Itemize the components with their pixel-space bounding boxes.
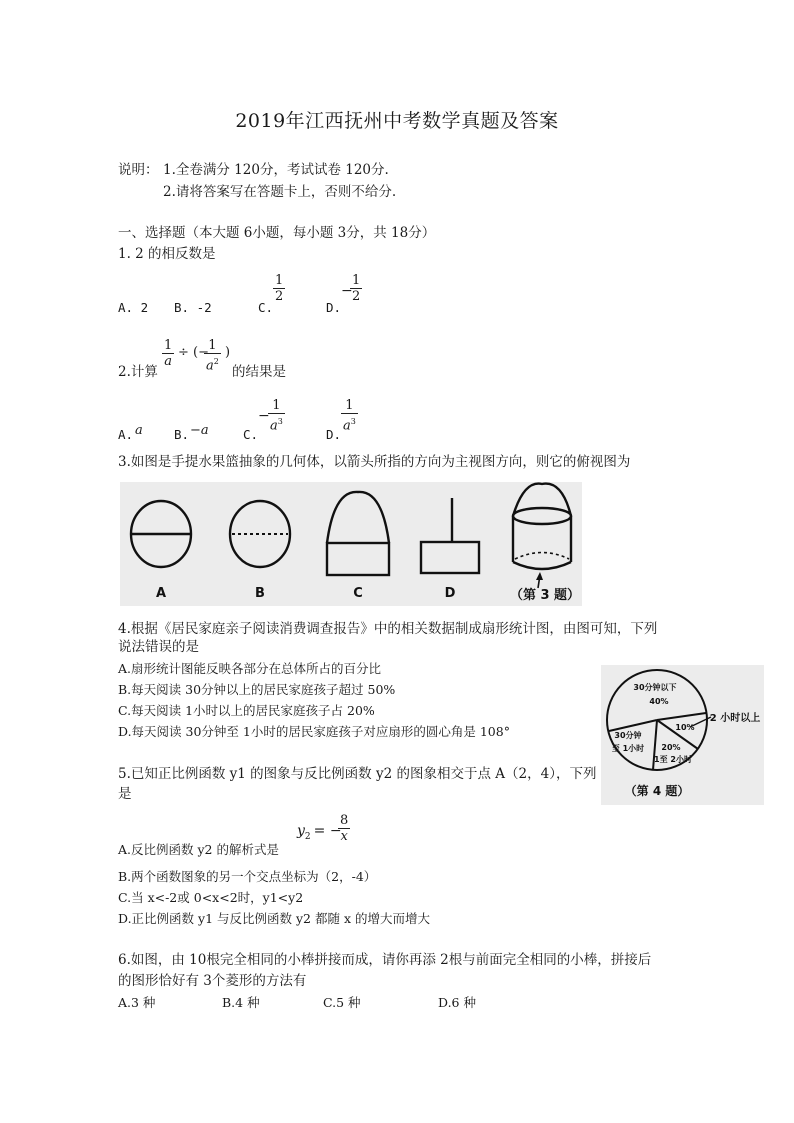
q2-option-d-fraction: $\frac{1}{a^3}$ <box>343 398 356 434</box>
q3-shape-c-arch <box>327 492 389 543</box>
page-title: 2019年江西抚州中考数学真题及答案 <box>235 110 559 132</box>
q2-expr-fraction-2: $\frac{1}{a^2}$ <box>206 338 219 374</box>
q6-option-d: D.6 种 <box>438 995 476 1010</box>
q4-option-c: C.每天阅读 1小时以上的居民家庭孩子占 20% <box>118 703 375 718</box>
q3-shape-d-rect <box>421 542 479 573</box>
q3-stem: 3.如图是手提水果篮抽象的几何体，以箭头所指的方向为主视图方向，则它的俯视图为 <box>118 454 631 470</box>
q4-stem-line-1: 4.根据《居民家庭亲子阅读消费调查报告》中的相关数据制成扇形统计图，由图可知，下列 <box>118 621 658 637</box>
q2-option-c: C. <box>243 427 259 442</box>
q5-option-c: C.当 x<-2或 0<x<2时，y1<y2 <box>118 890 304 905</box>
q2-option-c-fraction: $\frac{1}{a^3}$ <box>270 398 283 434</box>
notes-line-2: 2.请将答案写在答题卡上，否则不给分. <box>163 184 397 200</box>
q4-pie-label-30-60: 30分钟 <box>614 731 642 740</box>
q6-stem-line-1: 6.如图，由 10根完全相同的小棒拼接而成，请你再添 2根与前面完全相同的小棒，拼接后 <box>118 952 652 968</box>
q1-option-d-fraction: $\frac{1}{2}$ <box>352 273 361 304</box>
q2-expr-fraction-1: $\frac{1}{a}$ <box>164 338 173 369</box>
q2-stem-suffix: 的结果是 <box>232 364 286 380</box>
q3-caption: （第 3 题） <box>509 588 581 603</box>
q1-option-a: A. 2 <box>118 300 149 315</box>
q4-pie-label-1-2: 1至 2小时 <box>654 755 692 764</box>
q2-option-c-minus: − <box>258 408 270 424</box>
q4-pie-divider-2 <box>657 713 706 720</box>
q5-option-a: A.反比例函数 y2 的解析式是 <box>118 842 279 857</box>
q3-solid-bottom <box>513 562 571 569</box>
q2-stem-prefix: 2.计算 <box>118 364 158 380</box>
q1-option-c: C. <box>258 300 274 315</box>
q4-pie-svg <box>601 665 764 805</box>
q5-stem-line-1: 5.已知正比例函数 y1 的图象与反比例函数 y2 的图象相交于点 A（2，4），下列 <box>118 766 597 782</box>
q4-pie-callout-label: 2 小时以上 <box>709 713 761 724</box>
q4-pie-pct-over-2: 10% <box>675 723 695 732</box>
q4-pie-label-under-30: 30分钟以下 <box>633 683 677 692</box>
q1-option-c-fraction: $\frac{1}{2}$ <box>275 273 284 304</box>
q3-label-d: D <box>444 586 456 601</box>
q3-solid-bottom-hidden <box>515 553 569 560</box>
q2-expr-close: ) <box>225 345 231 360</box>
q6-option-a: A.3 种 <box>118 995 156 1010</box>
q1-option-d-minus: − <box>341 283 353 299</box>
q3-solid-top <box>513 508 571 524</box>
section-header: 一、选择题（本大题 6小题，每小题 3分，共 18分） <box>118 225 436 241</box>
q2-expr-divide: ÷ (− <box>178 345 209 360</box>
q6-stem-line-2: 的图形恰好有 3个菱形的方法有 <box>118 973 307 989</box>
q4-pie-pct-1-2: 20% <box>661 743 681 752</box>
q4-pie-pct-under-30: 40% <box>649 697 669 706</box>
q1-option-b: B. -2 <box>174 300 212 315</box>
q5-option-b: B.两个函数图象的另一个交点坐标为（2，-4） <box>118 869 377 884</box>
q4-pie-divider-1 <box>609 720 657 731</box>
q3-label-a: A <box>155 586 167 601</box>
q5-option-d: D.正比例函数 y1 与反比例函数 y2 都随 x 的增大而增大 <box>118 911 430 926</box>
q3-arrow-head <box>536 572 543 580</box>
q3-label-c: C <box>353 586 363 601</box>
q3-label-b: B <box>255 586 265 601</box>
q6-option-b: B.4 种 <box>222 995 260 1010</box>
q4-option-a: A.扇形统计图能反映各部分在总体所占的百分比 <box>118 661 382 676</box>
q2-option-a-value: a <box>135 423 143 438</box>
q2-option-b: B. <box>174 427 190 442</box>
q5-option-a-equation: $y_2$ = − <box>297 823 342 842</box>
q5-option-a-fraction: $\frac{8}{x}$ <box>340 813 349 844</box>
q3-figure <box>120 482 582 606</box>
q2-option-a: A. <box>118 427 134 442</box>
q4-option-d: D.每天阅读 30分钟至 1小时的居民家庭孩子对应扇形的圆心角是 108° <box>118 724 510 739</box>
q3-figure-svg <box>120 482 582 606</box>
q3-shape-c-rect <box>327 543 389 575</box>
q6-option-c: C.5 种 <box>323 995 361 1010</box>
notes-line-1: 1.全卷满分 120分，考试试卷 120分. <box>163 162 389 178</box>
q5-stem-line-2: 是 <box>118 786 132 802</box>
q4-pie-caption: （第 4 题） <box>624 784 690 798</box>
q2-option-b-value: −a <box>190 423 209 438</box>
q4-pie-label-30-60-b: 至 1小时 <box>611 744 645 753</box>
q1-stem: 1. 2 的相反数是 <box>118 246 216 262</box>
notes-label: 说明： <box>118 162 159 178</box>
q2-option-d: D. <box>326 427 342 442</box>
q1-option-d: D. <box>326 300 342 315</box>
q4-pie-figure <box>601 665 764 805</box>
q4-option-b: B.每天阅读 30分钟以上的居民家庭孩子超过 50% <box>118 682 396 697</box>
q4-stem-line-2: 说法错误的是 <box>118 639 199 655</box>
